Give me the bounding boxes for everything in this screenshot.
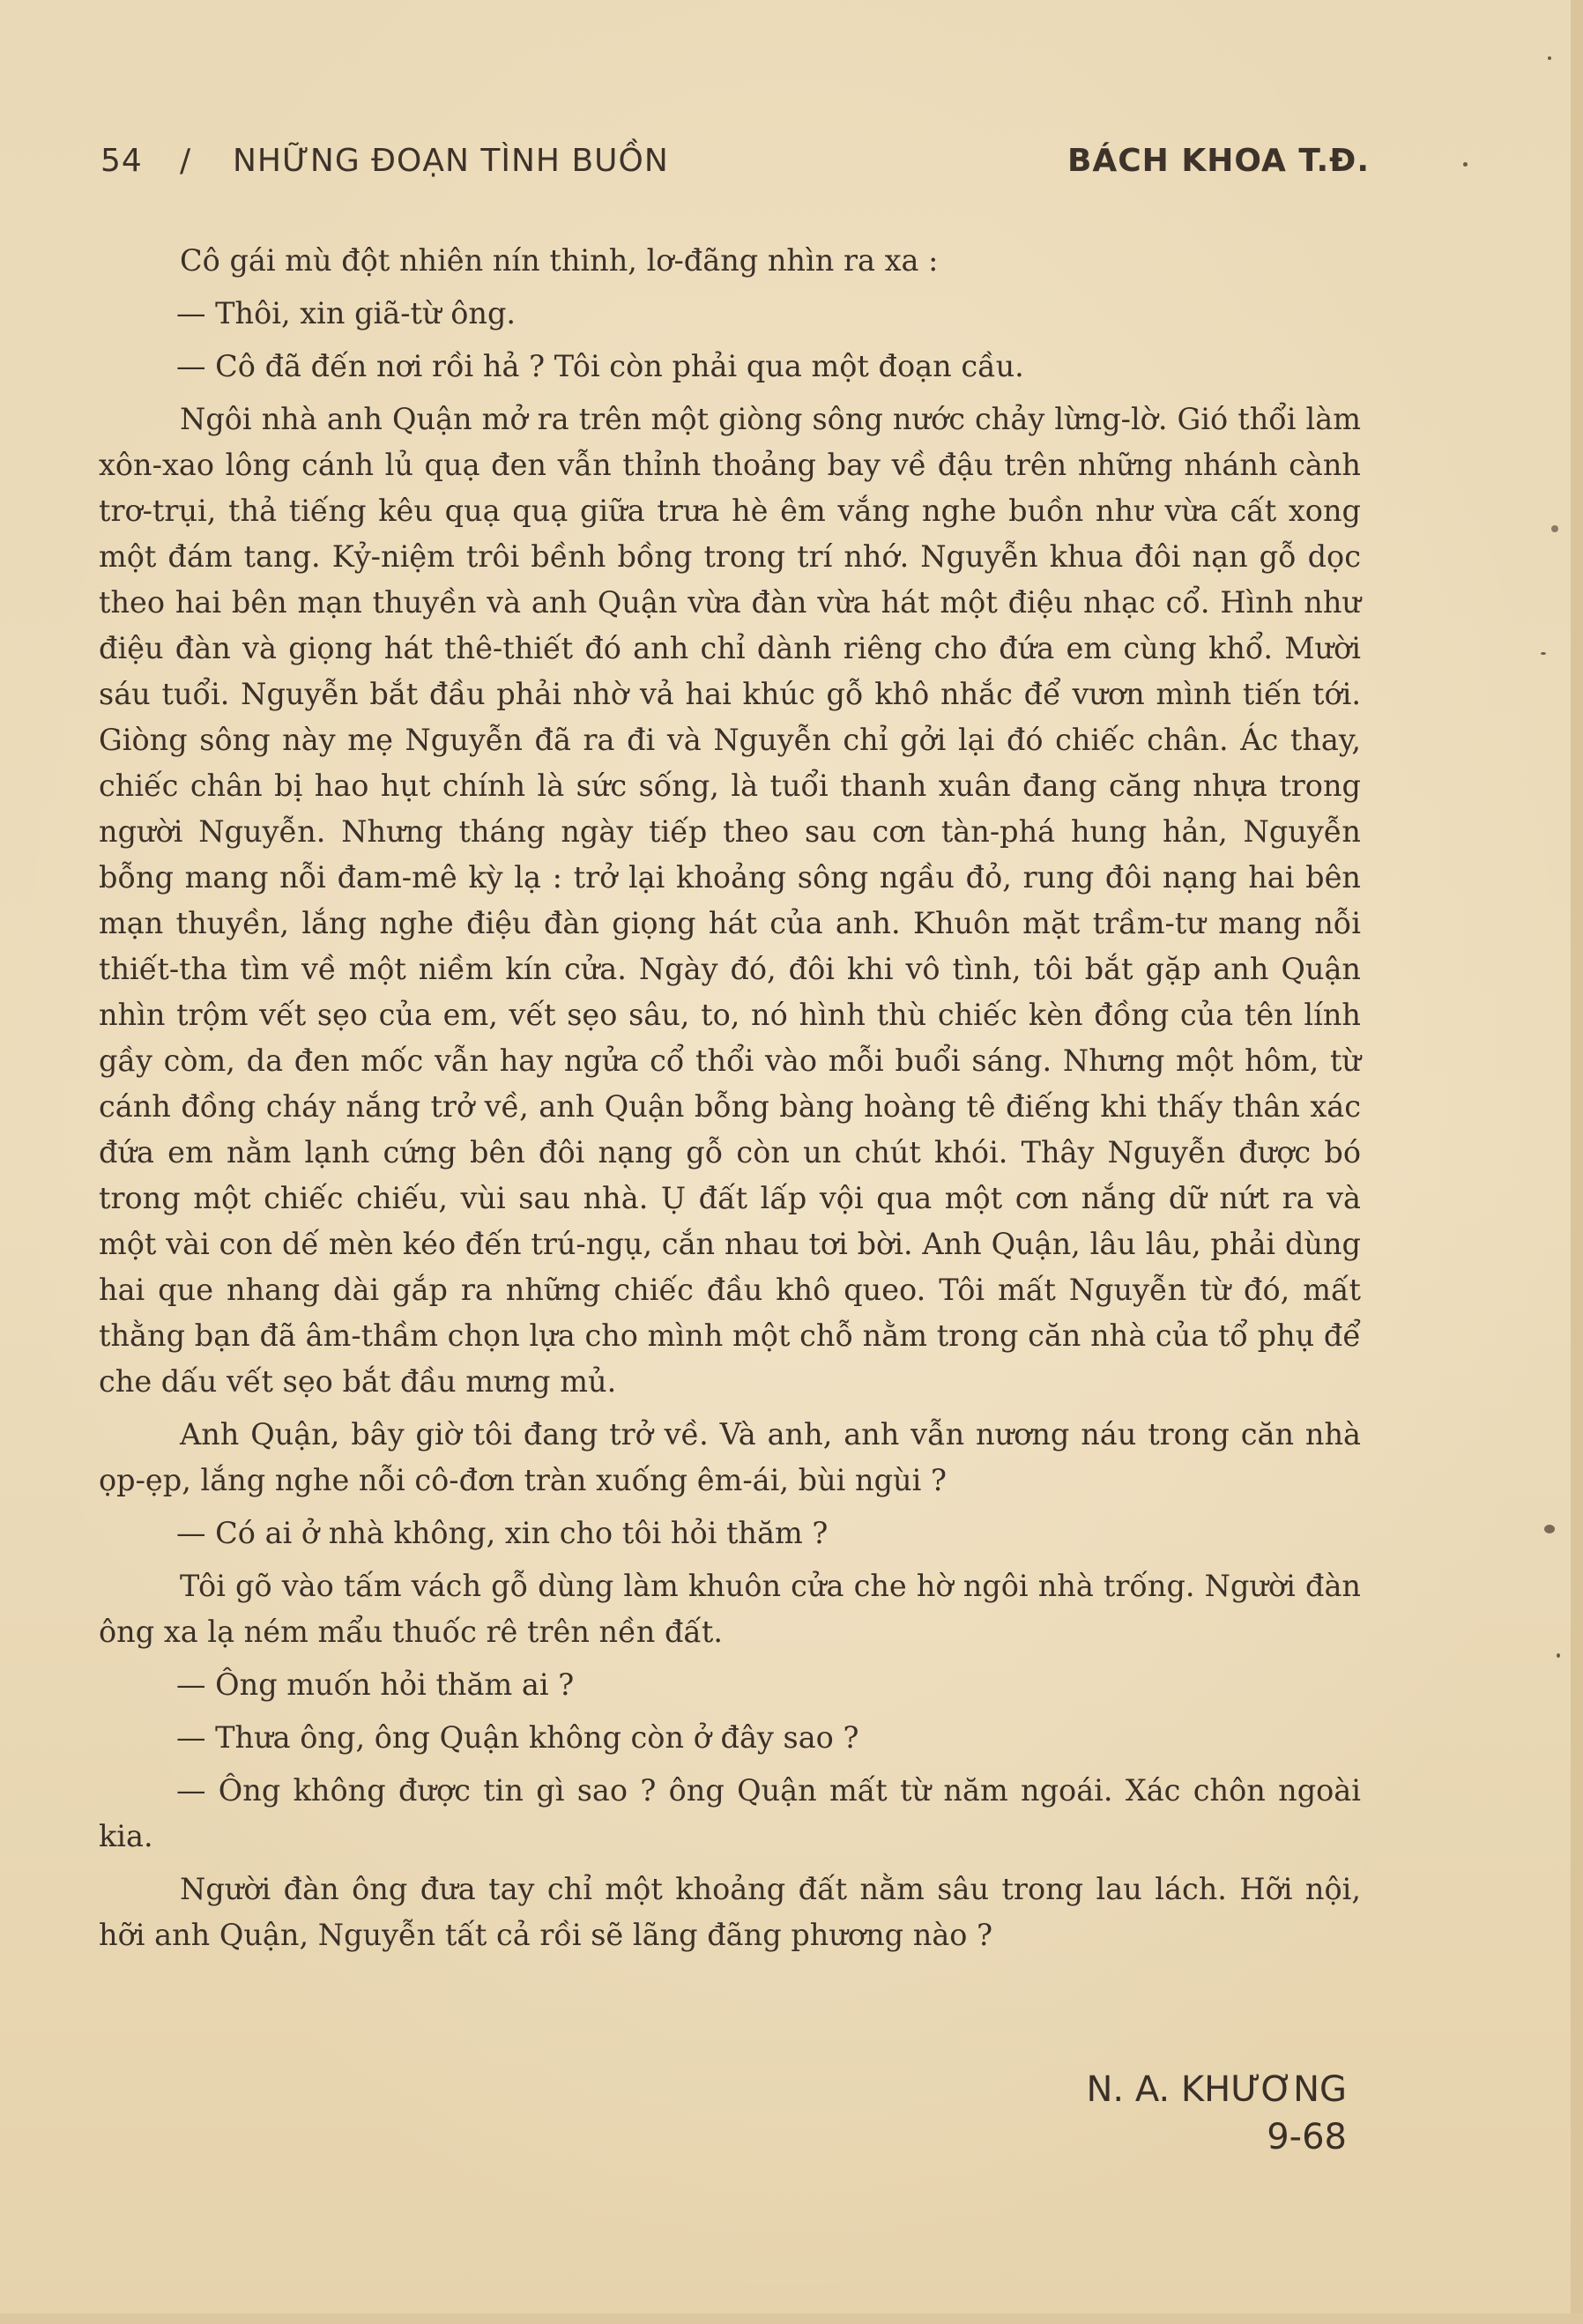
- paragraph: Tôi gõ vào tấm vách gỗ dùng làm khuôn cửa che hờ ngôi nhà trống. Người đàn ông xa lạ ném mẩu thuốc rê trên nền đất.: [99, 1569, 1361, 1649]
- paragraph: Người đàn ông đưa tay chỉ một khoảng đất nằm sâu trong lau lách. Hỡi nội, hỡi anh Quận, Nguyễn tất cả rồi sẽ lãng đãng phương nào ?: [99, 1872, 1361, 1952]
- page-edge-bottom: [0, 2313, 1583, 2324]
- paper-speck: [1544, 1525, 1555, 1533]
- paragraph: Cô gái mù đột nhiên nín thinh, lơ-đãng nhìn ra xa :: [180, 243, 939, 278]
- signature-block: [1086, 2066, 1347, 2161]
- dialogue-line: — Ông không được tin gì sao ? ông Quận mất từ năm ngoái. Xác chôn ngoài kia.: [99, 1773, 1361, 1853]
- author-name: N. A. KHƯƠNG: [1086, 2069, 1347, 2110]
- dialogue-line: — Ông muốn hỏi thăm ai ?: [176, 1667, 575, 1702]
- paper-speck: [1541, 652, 1546, 655]
- paper-speck: [1548, 56, 1551, 60]
- page-edge-right: [1571, 0, 1583, 2324]
- paper-speck: [1551, 525, 1558, 532]
- dialogue-line: — Cô đã đến nơi rồi hả ? Tôi còn phải qua một đoạn cầu.: [176, 349, 1024, 383]
- page-number: 54: [100, 143, 143, 179]
- dialogue-line: — Thôi, xin giã-từ ông.: [176, 296, 517, 330]
- dialogue-line: — Thưa ông, ông Quận không còn ở đây sao ?: [176, 1720, 859, 1755]
- story-text: [99, 238, 1361, 1965]
- paragraph: Ngôi nhà anh Quận mở ra trên một giòng sông nước chảy lừng-lờ. Gió thổi làm xôn-xao lông cánh lủ quạ đen vẫn thỉnh thoảng bay về đậu trên những nhánh cành trơ-trụi, thả tiếng kêu quạ quạ giữa trưa hè êm vắng nghe buồn như vừa cất xong một đám tang. Kỷ-niệm trôi bềnh bồng trong trí nhớ. Nguyễn khua đôi nạn gỗ dọc theo hai bên mạn thuyền và anh Quận vừa đàn vừa hát một điệu nhạc cổ. Hình như điệu đàn và giọng hát thê-thiết đó anh chỉ dành riêng cho đứa em cùng khổ. Mười sáu tuổi. Nguyễn bắt đầu phải nhờ vả hai khúc gỗ khô nhắc để vươn mình tiến tới. Giòng sông này mẹ Nguyễn đã ra đi và Nguyễn chỉ gởi lại đó chiếc chân. Ác thay, chiếc chân bị hao hụt chính là sức sống, là tuổi thanh xuân đang căng nhựa trong người Nguyễn. Nhưng tháng ngày tiếp theo sau cơn tàn-phá hung hản, Nguyễn bỗng mang nỗi đam-mê kỳ lạ : trở lại khoảng sông ngầu đỏ, rung đôi nạng hai bên mạn thuyền, lắng nghe điệu đàn giọng hát của anh. Khuôn mặt trầm-tư mang nỗi thiết-tha tìm về một niềm kín cửa. Ngày đó, đôi khi vô tình, tôi bắt gặp anh Quận nhìn trộm vết sẹo của em, vết sẹo sâu, to, nó hình thù chiếc kèn đồng của tên lính gầy còm, da đen mốc vẫn hay ngửa cổ thổi vào mỗi buổi sáng. Nhưng một hôm, từ cánh đồng cháy nắng trở về, anh Quận bỗng bàng hoàng tê điếng khi thấy thân xác đứa em nằm lạnh cứng bên đôi nạng gỗ còn un chút khói. Thây Nguyễn được bó trong một chiếc chiếu, vùi sau nhà. Ụ đất lấp vội qua một cơn nắng dữ nứt ra và một vài con dế mèn kéo đến trú-ngụ, cắn nhau tơi bời. Anh Quận, lâu lâu, phải dùng hai que nhang dài gắp ra những chiếc đầu khô queo. Tôi mất Nguyễn từ đó, mất thằng bạn đã âm-thầm chọn lựa cho mình một chỗ nằm trong căn nhà của tổ phụ để che dấu vết sẹo bắt đầu mưng mủ.: [99, 402, 1361, 1399]
- paper-speck: [1557, 1653, 1560, 1658]
- running-title: NHỮNG ĐOẠN TÌNH BUỒN: [233, 143, 669, 179]
- paragraph: Anh Quận, bây giờ tôi đang trở về. Và anh, anh vẫn nương náu trong căn nhà ọp-ẹp, lắng nghe nỗi cô-đơn tràn xuống êm-ái, bùi ngùi ?: [99, 1417, 1361, 1497]
- running-header: [100, 143, 1370, 185]
- date-line: 9-68: [1267, 2117, 1347, 2157]
- header-separator: /: [180, 143, 192, 179]
- publication-name: BÁCH KHOA T.Đ.: [1066, 143, 1370, 179]
- paper-speck: [1463, 162, 1468, 167]
- dialogue-line: — Có ai ở nhà không, xin cho tôi hỏi thăm ?: [176, 1516, 829, 1550]
